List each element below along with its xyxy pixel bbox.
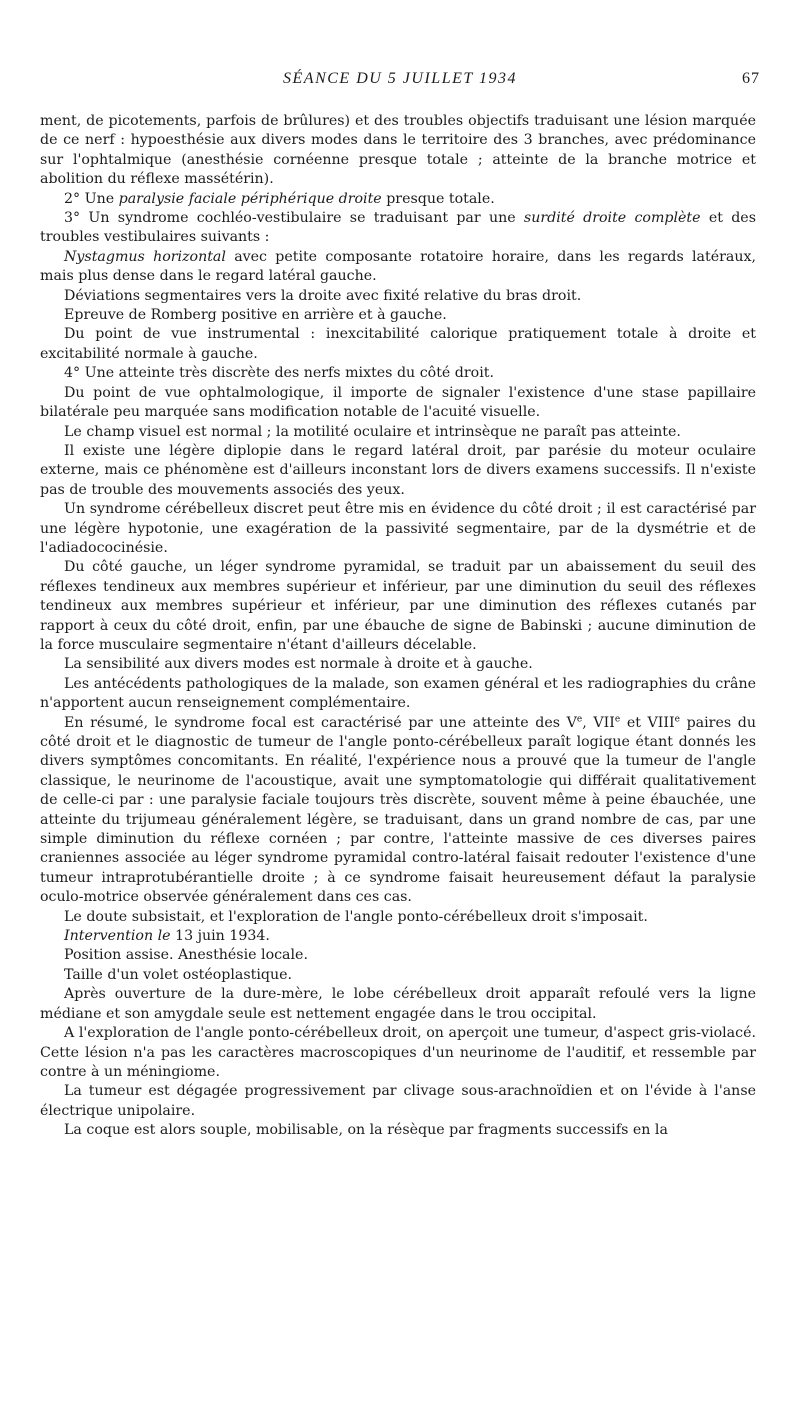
paragraph: Il existe une légère diplopie dans le regard latéral droit, par parésie du moteur oculaire externe, mais ce phénomène est d'ailleurs inconstant lors de divers examens successifs. Il n'existe pas de trouble des mouvements associés des yeux. — [40, 442, 756, 498]
paragraph: Du point de vue instrumental : inexcitabilité calorique pratiquement totale à droite et excitabilité normale à gauche. — [40, 326, 756, 362]
paragraph — [40, 927, 756, 946]
superscript: e — [614, 713, 621, 724]
paragraph: Un syndrome cérébelleux discret peut être mis en évidence du côté droit ; il est caractérisé par une légère hypotonie, une exagération de la passivité segmentaire, par de la dysmétrie et de l'adiadococinésie. — [40, 501, 756, 556]
paragraph: La tumeur est dégagée progressivement par clivage sous-arachnoïdien et on l'évide à l'anse électrique unipolaire. — [40, 1083, 756, 1119]
paragraph: Déviations segmentaires vers la droite avec fixité relative du bras droit. — [64, 287, 582, 304]
emphasis: paralysie faciale périphérique droite — [118, 190, 382, 207]
text-run: 3° Un syndrome cochléo-vestibulaire se traduisant par une — [64, 210, 524, 227]
paragraph: Après ouverture de la dure-mère, le lobe cérébelleux droit apparaît refoulé vers la ligne médiane et son amygdale seule est nettement engagée dans le trou occipital. — [40, 986, 756, 1022]
paragraph: Le champ visuel est normal ; la motilité oculaire et intrinsèque ne paraît pas atteinte. — [64, 423, 681, 440]
body-text — [40, 112, 756, 1141]
text-run: , VII — [582, 714, 615, 731]
text-run: et VIII — [620, 714, 675, 731]
running-header — [40, 70, 760, 92]
paragraph: Du point de vue ophtalmologique, il importe de signaler l'existence d'une stase papillaire bilatérale peu marquée sans modification notable de l'acuité visuelle. — [40, 384, 756, 421]
paragraph: La sensibilité aux divers modes est normale à droite et à gauche. — [64, 656, 533, 673]
paragraph: Position assise. Anesthésie locale. — [64, 947, 308, 964]
paragraph: Epreuve de Romberg positive en arrière et à gauche. — [64, 307, 447, 324]
header-title: SÉANCE DU 5 JUILLET 1934 — [283, 70, 517, 87]
emphasis: surdité droite complète — [523, 210, 701, 227]
text-run: 13 juin 1934. — [170, 928, 270, 945]
text-run: paires du côté droit et le diagnostic de tumeur de l'angle ponto-cérébelleux paraît logique étant donnés les divers symptômes concomitants. En réalité, l'expérience nous a prouvé que la tumeur de l'angle classique, le neurinome de l'acoustique, avait une symptomatologie qui différait qualitativement de celle-ci par : une paralysie faciale toujours très discrète, souvent même à peine ébauchée, une atteinte du trijumeau généralement légère, se traduisant, dans un grand nombre de cas, par une simple diminution du réflexe cornéen ; par contre, l'atteinte massive de ces diverses paires craniennes associée au léger syndrome pyramidal contro-latéral faisait redouter l'existence d'une tumeur intraprotubérantielle droite ; à ce syndrome faisait heureusement défaut la paralysie oculo-motrice observée généralement dans ces cas. — [40, 714, 756, 906]
paragraph — [40, 248, 756, 287]
page-number: 67 — [742, 70, 760, 87]
paragraph: ment, de picotements, parfois de brûlures) et des troubles objectifs traduisant une lésion marquée de ce nerf : hypoesthésie aux divers modes dans le territoire des 3 branches, avec prédominance sur l'ophtalmique (anesthésie cornéenne presque totale ; atteinte de la branche motrice et abolition du réflexe massétérin). — [40, 113, 756, 188]
text-run: avec petite composante rotatoire horaire, dans les regards latéraux, mais plus dense dans le regard latéral gauche. — [40, 248, 756, 285]
text-run: En résumé, le syndrome focal est caractérisé par une atteinte des V — [64, 714, 577, 731]
paragraph: Le doute subsistait, et l'exploration de l'angle ponto-cérébelleux droit s'imposait. — [64, 908, 648, 925]
text-run: 2° Une — [64, 190, 119, 207]
paragraph: Du côté gauche, un léger syndrome pyramidal, se traduit par un abaissement du seuil des réflexes tendineux aux membres supérieur et inférieur, par une diminution du seuil des réflexes tendineux aux membres supérieur et inférieur, par une diminution des réflexes cutanés par rapport à ceux du côté droit, enfin, par une ébauche de signe de Babinski ; aucune diminution de la force musculaire segmentaire n'étant d'ailleurs décelable. — [40, 559, 756, 653]
paragraph: 4° Une atteinte très discrète des nerfs mixtes du côté droit. — [64, 365, 494, 382]
emphasis: Intervention le — [64, 928, 171, 945]
emphasis: Nystagmus horizontal — [64, 248, 226, 265]
text-run: presque totale. — [381, 190, 495, 207]
paragraph: La coque est alors souple, mobilisable, on la résèque par fragments successifs en la — [64, 1122, 668, 1139]
paragraph — [40, 190, 756, 209]
paragraph: A l'exploration de l'angle ponto-cérébelleux droit, on aperçoit une tumeur, d'aspect gris-violacé. Cette lésion n'a pas les caractères macroscopiques d'un neurinome de l'auditif, et ressemble par contre à un méningiome. — [40, 1025, 756, 1080]
paragraph — [40, 714, 756, 908]
paragraph: Les antécédents pathologiques de la malade, son examen général et les radiographies du crâne n'apportent aucun renseignement complémentaire. — [40, 675, 756, 712]
paragraph — [40, 209, 756, 248]
superscript: e — [576, 713, 583, 724]
text-run: et des troubles vestibulaires suivants : — [40, 210, 756, 246]
paragraph: Taille d'un volet ostéoplastique. — [64, 966, 292, 983]
superscript: e — [674, 713, 680, 724]
